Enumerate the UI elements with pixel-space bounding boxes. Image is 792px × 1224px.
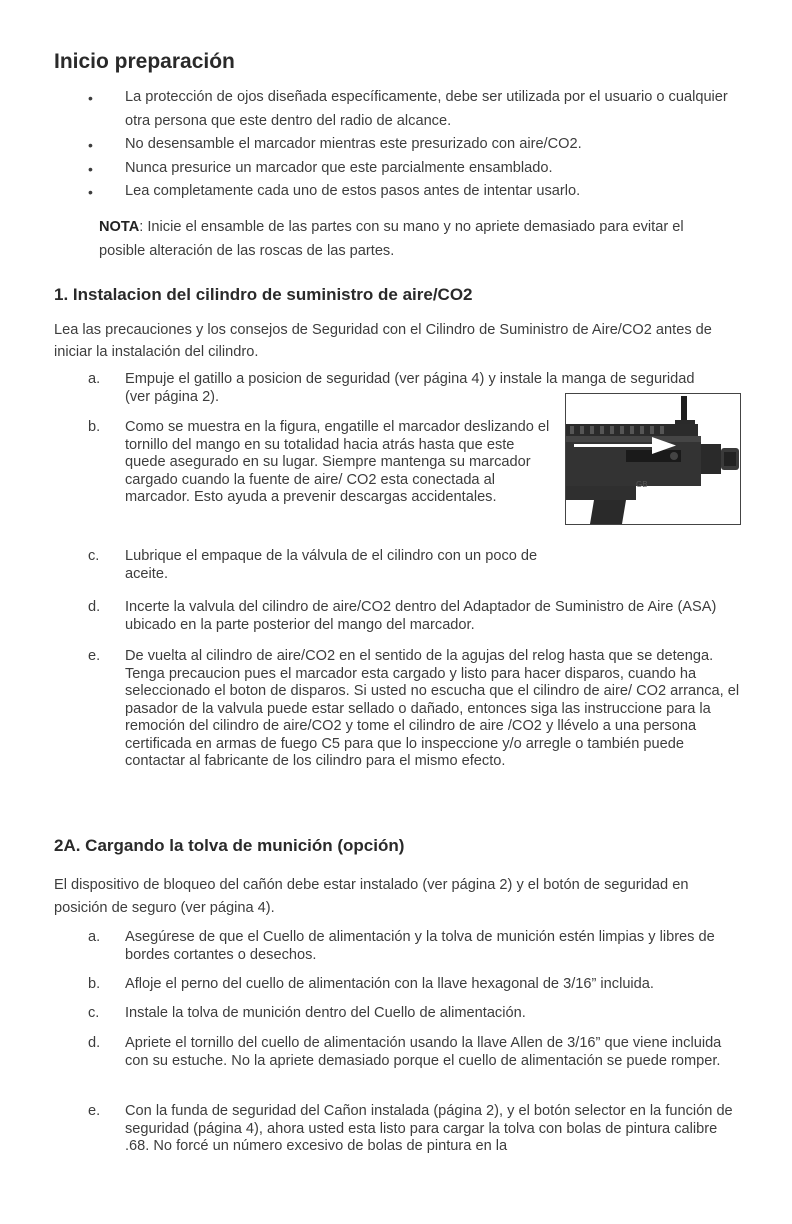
section1-step-c: Lubrique el empaque de la válvula de el cilindro con un poco de aceite. <box>125 548 538 582</box>
step-label: c. <box>88 548 100 564</box>
intro-bullet-1: La protección de ojos diseñada específicamente, debe ser utilizada por el usuario o cualquier otra persona que este dentro del radio de alcance. <box>125 89 728 129</box>
step-label: b. <box>88 419 101 435</box>
section1-intro: Lea las precauciones y los consejos de Seguridad con el Cilindro de Suministro de Aire/CO2 antes de iniciar la instalación del cilindro. <box>54 322 712 360</box>
bullet-symbol: • <box>88 90 93 106</box>
bullet-symbol: • <box>88 137 93 153</box>
note-label: NOTA <box>99 219 140 235</box>
step-label: b. <box>88 976 101 992</box>
section1-step-d: Incerte la valvula del cilindro de aire/CO2 dentro del Adaptador de Suministro de Aire (ASA) ubicado en la parte posterior del mango del marcador. <box>125 599 717 633</box>
svg-text:GB: GB <box>636 480 648 489</box>
section1-step-a: Empuje el gatillo a posicion de seguridad (ver página 4) y instale la manga de seguridad (ver página 2). <box>125 371 695 405</box>
step-label: d. <box>88 1035 101 1051</box>
section2a-step-e: Con la funda de seguridad del Cañon instalada (página 2), y el botón selector en la función de seguridad (página 4), ahora usted esta listo para cargar la tolva con bolas de pintura calibre .68. No forcé un número excesivo de bolas de pintura en la <box>125 1103 733 1154</box>
intro-bullet-2: No desensamble el marcador mientras este presurizado con aire/CO2. <box>125 136 582 152</box>
bullet-symbol: • <box>88 184 93 200</box>
step-label: a. <box>88 371 101 387</box>
section1-step-b: Como se muestra en la figura, engatille el marcador deslizando el tornillo del mango en su totalidad hacia atrás hasta que este quede asegurado en su lugar. Siempre mantenga su marcador cargado cuando la fuente de aire/ CO2 esta conectada al marcador. Esto ayuda a prevenir descargas accidentales. <box>125 419 550 505</box>
note-text: : Inicie el ensamble de las partes con su mano y no apriete demasiado para evitar el posible alteración de las roscas de las partes. <box>99 219 684 259</box>
section2a-step-d: Apriete el tornillo del cuello de alimentación usando la llave Allen de 3/16” que viene incluida con su estuche. No la apriete demasiado porque el cuello de alimentación se puede romper. <box>125 1035 722 1069</box>
step-label: e. <box>88 648 101 664</box>
intro-bullet-4: Lea completamente cada uno de estos pasos antes de intentar usarlo. <box>125 183 581 199</box>
page-title: Inicio preparación <box>54 50 235 73</box>
step-label: d. <box>88 599 101 615</box>
section2a-heading: 2A. Cargando la tolva de munición (opción) <box>54 836 405 855</box>
section2a-step-a: Asegúrese de que el Cuello de alimentación y la tolva de munición estén limpias y libres de bordes cortantes o desechos. <box>125 929 715 963</box>
step-label: e. <box>88 1103 101 1119</box>
marker-illustration <box>566 394 740 524</box>
note-block <box>99 216 719 263</box>
section1-step-e: De vuelta al cilindro de aire/CO2 en el sentido de la agujas del relog hasta que se detenga. Tenga precaucion pues el marcador esta cargado y listo para hacer disparos, cuando ha seleccionado el boton de disparos. Si usted no escucha que el cilindro de aire/ CO2 arranca, el pasador de la valvula puede estar sellado o dañado, entonces siga las instruccione para la remoción del cilindro de aire/CO2 y tome el cilindro de aire /CO2 y llévelo a una persona certificada en armas de fuego C5 para que lo inspeccione y/o arregle o también puede contactar al fabricante de los cilindro para el mismo efecto. <box>125 648 740 769</box>
step-label: a. <box>88 929 101 945</box>
section2a-intro: El dispositivo de bloqueo del cañón debe estar instalado (ver página 2) y el botón de seguridad en posición de seguro (ver página 4). <box>54 877 689 916</box>
section1-heading: 1. Instalacion del cilindro de suministro de aire/CO2 <box>54 285 473 304</box>
section2a-step-b: Afloje el perno del cuello de alimentación con la llave hexagonal de 3/16” incluida. <box>125 976 654 992</box>
marker-cocking-figure <box>565 393 741 525</box>
intro-bullet-3: Nunca presurice un marcador que este parcialmente ensamblado. <box>125 160 553 176</box>
section2a-step-c: Instale la tolva de munición dentro del Cuello de alimentación. <box>125 1005 526 1021</box>
bullet-symbol: • <box>88 161 93 177</box>
step-label: c. <box>88 1005 100 1021</box>
